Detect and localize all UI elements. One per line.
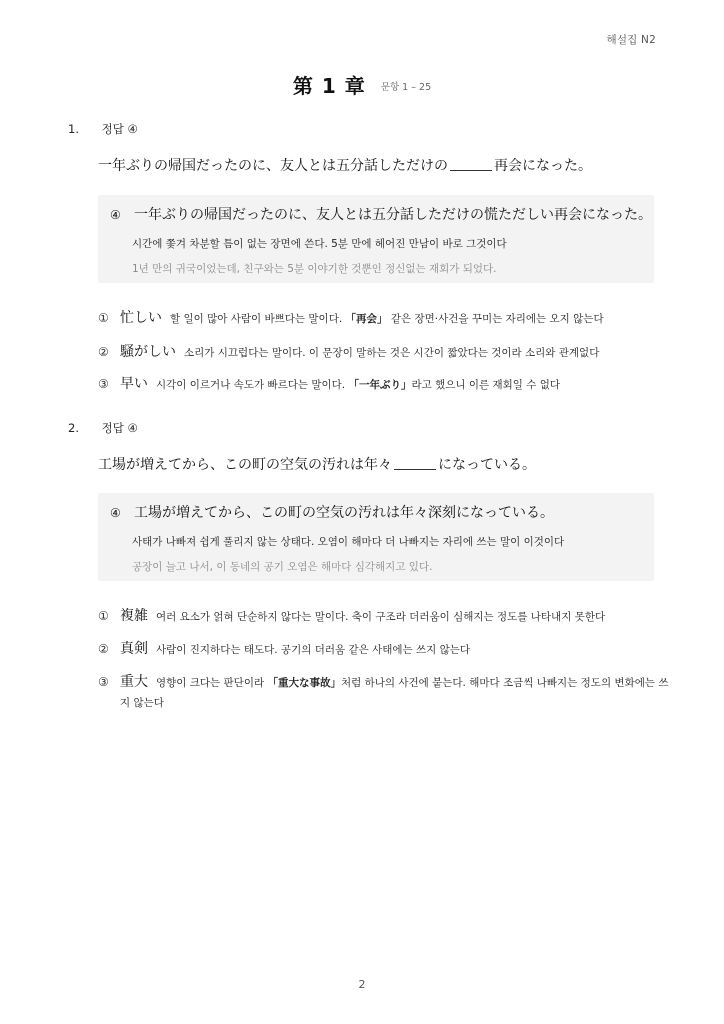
q2-option-3-mark: ③: [98, 675, 109, 689]
q1-blank: [450, 158, 492, 171]
chapter-title: 第 1 章: [292, 74, 366, 98]
q1-option-3-post: 라고 했으니 이른 재회일 수 없다: [411, 379, 561, 391]
q1-box-full: 一年ぶりの帰国だったのに、友人とは五分話しただけの慌ただしい再会になった。: [134, 207, 652, 223]
q1-sentence-after: 再会になった。: [494, 158, 592, 174]
q1-sentence: [98, 155, 592, 175]
q1-answer-line: [68, 121, 138, 137]
q1-option-2-word: 騒がしい: [120, 344, 176, 360]
q1-option-3-word: 早い: [120, 376, 148, 392]
q1-option-1-word: 忙しい: [120, 310, 162, 326]
q2-option-3-continuation: 지 않는다: [120, 697, 164, 709]
chapter-heading: [0, 70, 724, 99]
q2-option-3-word: 重大: [120, 674, 148, 690]
q2-box-sentence: [110, 502, 554, 522]
q2-box-mark: ④: [110, 506, 121, 520]
q1-option-2-mark: ②: [98, 345, 109, 359]
q2-option-2-text: 사람이 진지하다는 태도다. 공기의 더러움 같은 사태에는 쓰지 않는다: [156, 644, 471, 656]
q2-option-2: [98, 638, 470, 658]
q2-answer-box: [98, 493, 654, 581]
q1-option-2-text: 소리가 시끄럽다는 말이다. 이 문장이 말하는 것은 시간이 짧았다는 것이라 소리와 관계없다: [184, 347, 600, 359]
q2-box-full: 工場が増えてから、この町の空気の汚れは年々深刻になっている。: [134, 505, 554, 521]
q1-option-1-post: 같은 장면·사건을 꾸미는 자리에는 오지 않는다: [387, 313, 604, 325]
q2-answer-line: [68, 420, 138, 436]
q1-box-sentence: [110, 204, 652, 224]
q2-option-1-mark: ①: [98, 609, 109, 623]
q1-box-explanation: 시간에 쫓겨 차분할 틈이 없는 장면에 쓴다. 5분 만에 헤어진 만남이 바로 그것이다: [132, 238, 507, 250]
q1-option-1-ref: 「再会」: [345, 313, 388, 325]
q2-option-1: [98, 605, 605, 625]
q2-option-2-word: 真剣: [120, 641, 148, 657]
q2-answer: 정답 ④: [101, 421, 138, 435]
q1-number: 1.: [68, 122, 79, 136]
q2-sentence-before: 工場が増えてから、この町の空気の汚れは年々: [98, 457, 392, 473]
q1-option-3-mark: ③: [98, 377, 109, 391]
q1-option-1: [98, 307, 604, 327]
q2-option-3-text: 영향이 크다는 판단이라: [156, 677, 268, 689]
q2-number: 2.: [68, 421, 79, 435]
q2-box-translation: 공장이 늘고 나서, 이 동네의 공기 오염은 해마다 심각해지고 있다.: [132, 561, 433, 573]
q2-blank: [394, 457, 436, 470]
q1-box-translation: 1년 만의 귀국이었는데, 친구와는 5분 이야기한 것뿐인 정신없는 재회가 되었다.: [132, 263, 497, 275]
q2-sentence-after: になっている。: [438, 457, 536, 473]
q1-answer: 정답 ④: [101, 122, 138, 136]
q2-option-3-ref: 「重大な事故」: [267, 677, 341, 689]
q1-option-1-text: 할 일이 많아 사람이 바쁘다는 말이다.: [170, 313, 346, 325]
q1-option-2: [98, 341, 599, 361]
q1-sentence-before: 一年ぶりの帰国だったのに、友人とは五分話しただけの: [98, 158, 448, 174]
q1-box-mark: ④: [110, 208, 121, 222]
q2-option-1-text: 여러 요소가 얽혀 단순하지 않다는 말이다. 축이 구조라 더러움이 심해지는 정도를 나타내지 못한다: [156, 611, 606, 623]
chapter-subtitle: 문항 1 – 25: [380, 82, 432, 93]
q1-option-3: [98, 373, 560, 393]
q2-sentence: [98, 454, 536, 474]
q1-option-3-ref: 「一年ぶり」: [348, 379, 412, 391]
q2-option-1-word: 複雑: [120, 608, 148, 624]
q2-option-2-mark: ②: [98, 642, 109, 656]
q1-option-3-text: 시각이 이르거나 속도가 빠르다는 말이다.: [156, 379, 349, 391]
running-header: 해설집 N2: [606, 34, 656, 46]
q2-box-explanation: 사태가 나빠져 쉽게 풀리지 않는 상태다. 오염이 해마다 더 나빠지는 자리에 쓰는 말이 이것이다: [132, 536, 565, 548]
page-number: 2: [358, 978, 366, 991]
q2-option-3-post: 처럼 하나의 사건에 붙는다. 해마다 조금씩 나빠지는 정도의 변화에는 쓰: [340, 677, 669, 689]
q1-answer-box: [98, 195, 654, 283]
q2-option-3: [98, 671, 668, 691]
q1-option-1-mark: ①: [98, 311, 109, 325]
